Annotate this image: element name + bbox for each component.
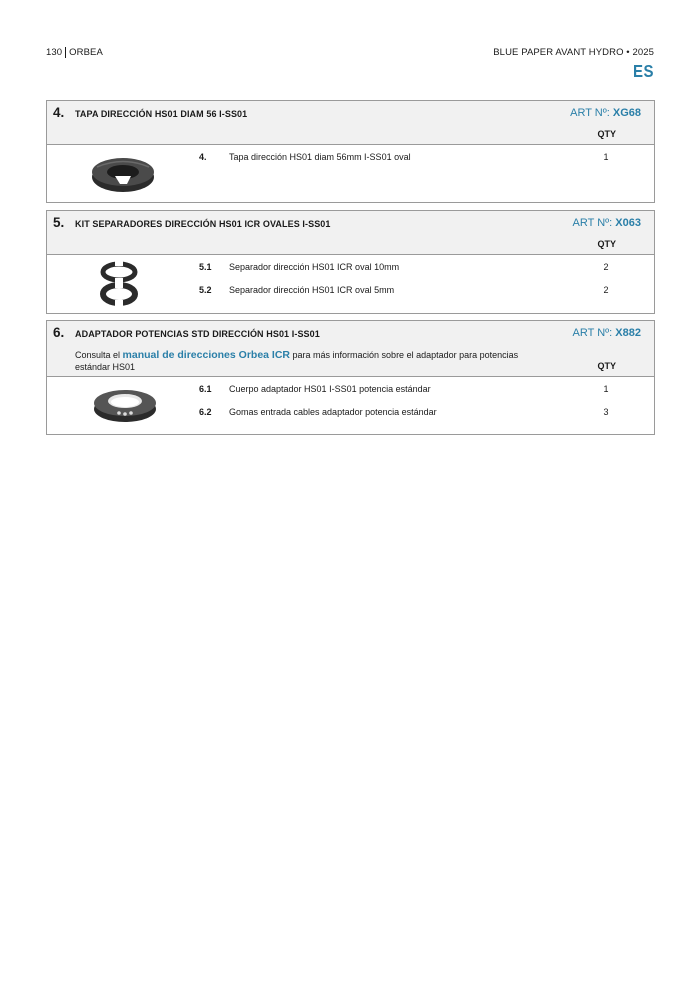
section-4 (46, 100, 655, 203)
item-number: 5.1 (199, 262, 212, 272)
section-5 (46, 210, 655, 314)
art-number: ART Nº: X063 (572, 217, 641, 229)
qty-header: QTY (597, 129, 616, 139)
section-title: ADAPTADOR POTENCIAS STD DIRECCIÓN HS01 I-SS01 (75, 329, 320, 339)
item-number: 6.2 (199, 407, 212, 417)
section-6 (46, 320, 655, 435)
page-number: 130 (46, 47, 66, 58)
item-description: Tapa dirección HS01 diam 56mm I-SS01 oval (229, 152, 411, 162)
section-title: KIT SEPARADORES DIRECCIÓN HS01 ICR OVALES I-SS01 (75, 219, 331, 229)
item-description: Separador dirección HS01 ICR oval 10mm (229, 262, 400, 272)
item-qty: 2 (603, 262, 609, 272)
section-title: TAPA DIRECCIÓN HS01 DIAM 56 I-SS01 (75, 109, 248, 119)
item-description: Separador dirección HS01 ICR oval 5mm (229, 285, 395, 295)
item-qty: 3 (603, 407, 609, 417)
section-number: 5. (53, 215, 65, 230)
headset-top-cover-icon (87, 153, 159, 195)
item-description: Gomas entrada cables adaptador potencia estándar (229, 407, 437, 417)
section-header (47, 321, 654, 377)
manual-link[interactable]: manual de direcciones Orbea ICR (122, 349, 291, 361)
section-header (47, 101, 654, 145)
section-header (47, 211, 654, 255)
section-description: Consulta el manual de direcciones Orbea ICR para más información sobre el adaptador para potencias estándar HS01 (75, 349, 519, 372)
item-qty: 1 (603, 384, 609, 394)
language-code: ES (632, 62, 654, 82)
art-number: ART Nº: X882 (572, 327, 641, 339)
qty-header: QTY (597, 361, 616, 371)
stem-adapter-icon (89, 384, 161, 426)
section-number: 6. (53, 325, 65, 340)
brand-name: ORBEA (69, 47, 103, 58)
section-body (47, 255, 654, 313)
item-number: 6.1 (199, 384, 212, 394)
item-number: 5.2 (199, 285, 212, 295)
item-qty: 2 (603, 285, 609, 295)
item-qty: 1 (603, 152, 609, 162)
oval-spacers-icon (97, 259, 141, 309)
section-body (47, 145, 654, 202)
section-number: 4. (53, 105, 65, 120)
art-number: ART Nº: XG68 (570, 107, 641, 119)
section-body (47, 377, 654, 434)
page-header-left (46, 47, 103, 58)
item-description: Cuerpo adaptador HS01 I-SS01 potencia estándar (229, 384, 431, 394)
item-number: 4. (199, 152, 207, 162)
qty-header: QTY (597, 239, 616, 249)
publication-title: BLUE PAPER AVANT HYDRO • 2025 (493, 47, 654, 58)
